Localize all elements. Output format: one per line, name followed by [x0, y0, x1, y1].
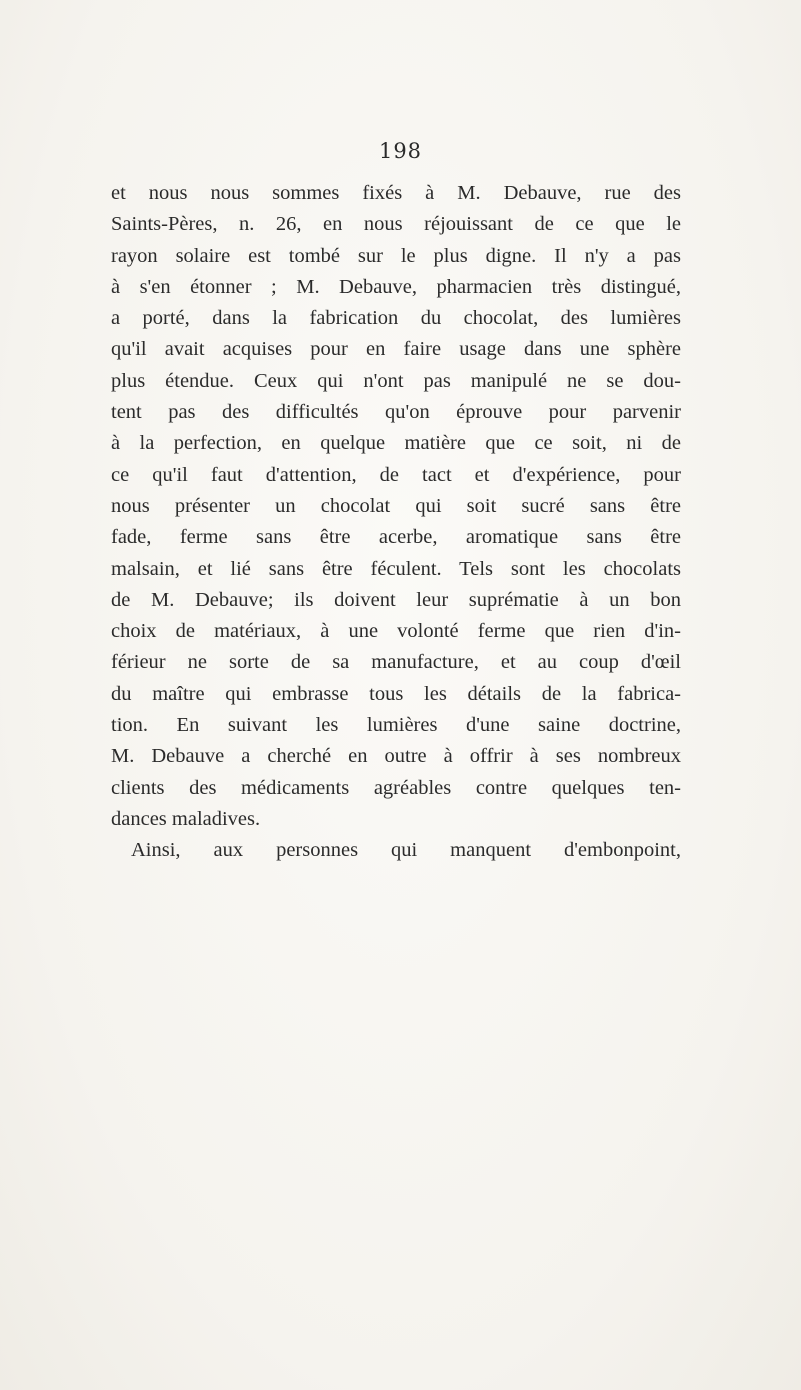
text-line: Ainsi, aux personnes qui manquent d'embonpoint,: [131, 839, 681, 862]
text-line: rayon solaire est tombé sur le plus digne. Il n'y a pas: [111, 244, 681, 267]
text-line: à la perfection, en quelque matière que ce soit, ni de: [111, 432, 681, 455]
text-line: fade, ferme sans être acerbe, aromatique sans être: [111, 526, 681, 549]
text-line: M. Debauve a cherché en outre à offrir à ses nombreux: [111, 745, 681, 768]
text-line: de M. Debauve; ils doivent leur suprématie à un bon: [111, 588, 681, 611]
text-line: tion. En suivant les lumières d'une saine doctrine,: [111, 714, 681, 737]
text-line: qu'il avait acquises pour en faire usage dans une sphère: [111, 338, 681, 361]
text-line: Saints-Pères, n. 26, en nous réjouissant de ce que le: [111, 213, 681, 236]
text-line: nous présenter un chocolat qui soit sucré sans être: [111, 494, 681, 517]
text-line: dances maladives.: [111, 807, 261, 830]
body-text: [111, 178, 681, 867]
text-line: plus étendue. Ceux qui n'ont pas manipulé ne se dou-: [111, 369, 681, 392]
page-number: 198: [378, 139, 423, 163]
text-line: tent pas des difficultés qu'on éprouve pour parvenir: [111, 401, 681, 424]
text-line: du maître qui embrasse tous les détails de la fabrica-: [111, 682, 681, 705]
text-line: clients des médicaments agréables contre quelques ten-: [111, 776, 681, 799]
text-line: et nous nous sommes fixés à M. Debauve, rue des: [111, 182, 681, 204]
text-line: ce qu'il faut d'attention, de tact et d'expérience, pour: [111, 463, 681, 486]
text-line: malsain, et lié sans être féculent. Tels sont les chocolats: [111, 557, 681, 580]
text-line: férieur ne sorte de sa manufacture, et au coup d'œil: [111, 651, 681, 674]
text-line: a porté, dans la fabrication du chocolat, des lumières: [111, 307, 681, 330]
text-line: à s'en étonner ; M. Debauve, pharmacien très distingué,: [111, 275, 681, 298]
text-line: choix de matériaux, à une volonté ferme que rien d'in-: [111, 620, 681, 643]
